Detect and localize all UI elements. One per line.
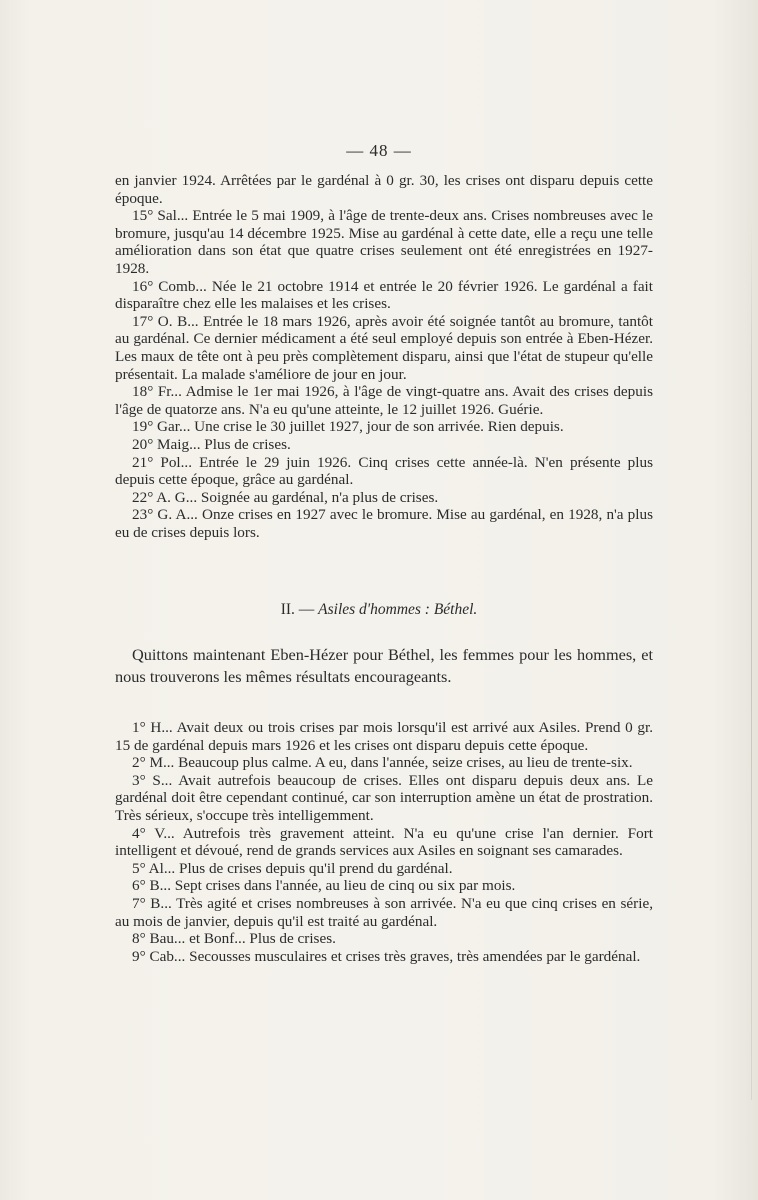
case-paragraph: 15° Sal... Entrée le 5 mai 1909, à l'âge de trente-deux ans. Crises nombreuses avec le bromure, jusqu'au 14 décembre 1925. Mise au gardénal à cette date, elle a reçu une telle amélioration dans son état que quatre crises seulement ont été enregistrées en 1927-1928. (115, 207, 653, 277)
case-paragraph: 21° Pol... Entrée le 29 juin 1926. Cinq crises cette année-là. N'en présente plus depuis cette époque, grâce au gardénal. (115, 453, 653, 489)
case-paragraph: en janvier 1924. Arrêtées par le gardénal à 0 gr. 30, les crises ont disparu depuis cette époque. (115, 172, 653, 207)
intro-paragraph: Quittons maintenant Eben-Hézer pour Béthel, les femmes pour les hommes, et nous trouverons les mêmes résultats encourageants. (115, 645, 653, 686)
case-paragraph: 23° G. A... Onze crises en 1927 avec le bromure. Mise au gardénal, en 1928, n'a plus eu de crises depuis lors. (115, 506, 653, 541)
case-paragraph: 7° B... Très agité et crises nombreuses à son arrivée. N'a eu que cinq crises en série, au mois de janvier, depuis qu'il est traité au gardénal. (115, 894, 653, 930)
case-paragraph: 19° Gar... Une crise le 30 juillet 1927, jour de son arrivée. Rien depuis. (132, 418, 564, 436)
case-list-women (115, 172, 653, 541)
page-edge-shadow (751, 220, 752, 1100)
section-number: II. — (280, 601, 319, 618)
case-paragraph: 17° O. B... Entrée le 18 mars 1926, après avoir été soignée tantôt au bromure, tantôt au gardénal. Ce dernier médicament a été seul employé depuis son entrée à Eben-Hézer. Les maux de tête ont à peu près complètement disparu, ainsi que l'état de stupeur qu'elle présentait. La malade s'améliore de jour en jour. (115, 312, 653, 383)
case-paragraph: 6° B... Sept crises dans l'année, au lieu de cinq ou six par mois. (132, 877, 516, 895)
case-paragraph: 16° Comb... Née le 21 octobre 1914 et entrée le 20 février 1926. Le gardénal a fait disparaître chez elle les malaises et les crises. (115, 277, 653, 313)
case-paragraph: 20° Maig... Plus de crises. (132, 435, 291, 453)
section-heading (0, 601, 758, 619)
case-paragraph: 2° M... Beaucoup plus calme. A eu, dans l'année, seize crises, au lieu de trente-six. (132, 754, 633, 772)
page-number: — 48 — (346, 141, 412, 160)
case-paragraph: 9° Cab... Secousses musculaires et crises très graves, très amendées par le gardénal. (132, 947, 641, 965)
case-paragraph: 4° V... Autrefois très gravement atteint. N'a eu qu'une crise l'an dernier. Fort intelligent et dévoué, rend de grands services aux Asiles en soignant ses camarades. (115, 824, 653, 860)
case-paragraph: 8° Bau... et Bonf... Plus de crises. (132, 930, 336, 948)
case-paragraph: 1° H... Avait deux ou trois crises par mois lorsqu'il est arrivé aux Asiles. Prend 0 gr. 15 de gardénal depuis mars 1926 et les crises ont disparu depuis cette époque. (115, 719, 653, 754)
section-title: Asiles d'hommes : Béthel. (318, 601, 478, 618)
case-paragraph: 3° S... Avait autrefois beaucoup de crises. Elles ont disparu depuis deux ans. Le gardénal doit être cependant continué, car son interruption amène un état de prostration. Très sérieux, s'occupe très intelligemment. (115, 771, 653, 824)
case-list-men (115, 719, 653, 965)
case-paragraph: 5° Al... Plus de crises depuis qu'il prend du gardénal. (132, 859, 453, 877)
intro-paragraph-block (115, 644, 653, 687)
case-paragraph: 18° Fr... Admise le 1er mai 1926, à l'âge de vingt-quatre ans. Avait des crises depuis l'âge de quatorze ans. N'a eu qu'une atteinte, le 12 juillet 1926. Guérie. (115, 383, 653, 418)
case-paragraph: 22° A. G... Soignée au gardénal, n'a plus de crises. (132, 488, 439, 506)
